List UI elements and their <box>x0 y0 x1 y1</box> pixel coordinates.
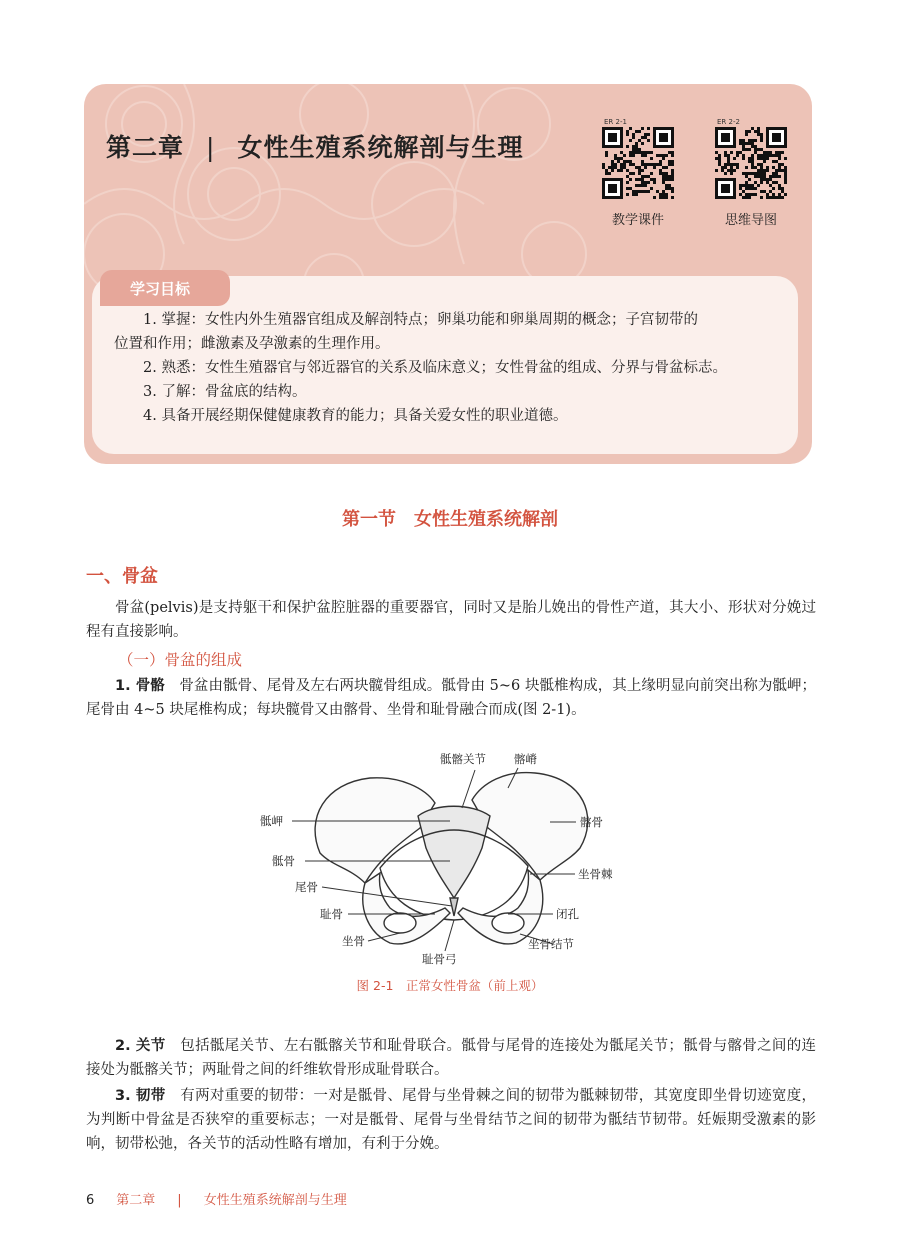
bone-paragraph <box>86 674 816 722</box>
objectives-tab <box>100 270 230 306</box>
label-ilium: 髂骨 <box>580 815 603 829</box>
chapter-label: 第二章 <box>106 133 185 162</box>
footer-title: 女性生殖系统解剖与生理 <box>203 1193 347 1208</box>
joint-paragraph <box>86 1034 816 1082</box>
ligament-text <box>86 1084 816 1156</box>
objectives-title: 学习目标 <box>130 280 191 298</box>
qr-code-icon[interactable] <box>602 127 674 199</box>
label-iliac-crest: 髂嵴 <box>514 752 537 766</box>
label-ischial-spine: 坐骨棘 <box>578 867 613 881</box>
label-coccyx: 尾骨 <box>295 880 318 894</box>
chapter-separator: | <box>206 133 216 162</box>
heading-pelvis: 一、骨盆 <box>86 566 158 587</box>
left-ilium-shape <box>315 778 435 883</box>
label-ischial-tuberosity: 坐骨结节 <box>528 937 574 951</box>
bone-lead: 1. 骨骼 <box>115 678 165 694</box>
chapter-name: 女性生殖系统解剖与生理 <box>237 133 524 162</box>
bone-body: 骨盆由骶骨、尾骨及左右两块髋骨组成。骶骨由 5~6 块骶椎构成，其上缘明显向前突出称为骶岬；尾骨由 4~5 块尾椎构成；每块髋骨又由髂骨、坐骨和耻骨融合而成(图 2-1)。 <box>86 678 816 718</box>
label-pubic-arch: 耻骨弓 <box>422 952 457 966</box>
joint-lead: 2. 关节 <box>115 1038 166 1054</box>
label-pubis: 耻骨 <box>320 907 343 921</box>
label-sacrum: 骶骨 <box>272 854 295 868</box>
left-ischium-pubis <box>363 873 450 944</box>
objective-item: 1. 掌握：女性内外生殖器官组成及解剖特点；卵巢功能和卵巢周期的概念；子宫韧带的 <box>143 312 698 328</box>
label-obturator: 闭孔 <box>556 907 579 921</box>
ligament-paragraph <box>86 1084 816 1156</box>
objective-item: 2. 熟悉：女性生殖器官与邻近器官的关系及临床意义；女性骨盆的组成、分界与骨盆标志。 <box>143 360 727 376</box>
objective-item-cont: 位置和作用；雌激素及孕激素的生理作用。 <box>114 336 390 352</box>
bone-text <box>86 674 816 722</box>
objective-item: 4. 具备开展经期保健健康教育的能力；具备关爱女性的职业道德。 <box>143 408 568 424</box>
footer-chapter: 第二章 <box>116 1193 156 1208</box>
section-title: 第一节 女性生殖系统解剖 <box>342 509 558 530</box>
objectives-list <box>114 308 794 428</box>
qr-code-id: ER 2-1 <box>604 118 627 126</box>
qr-caption: 教学课件 <box>611 213 664 228</box>
right-obturator <box>492 913 524 933</box>
right-ilium-shape <box>472 773 588 880</box>
joint-text <box>86 1034 816 1082</box>
qr-caption: 思维导图 <box>724 213 777 228</box>
qr-code-icon[interactable] <box>715 127 787 199</box>
sacrum-shape <box>418 806 490 898</box>
chapter-title <box>106 128 523 164</box>
ligament-body: 有两对重要的韧带：一对是骶骨、尾骨与坐骨棘之间的韧带为骶棘韧带，其宽度即坐骨切迹宽度，为判断中骨盆是否狭窄的重要标志；一对是骶骨、尾骨与坐骨结节之间的韧带为骶结节韧带。妊娠期受激素的影响，韧带松弛，各关节的活动性略有增加，有利于分娩。 <box>86 1088 816 1152</box>
figure-caption: 图 2-1 正常女性骨盆（前上观） <box>356 978 544 993</box>
intro-text: 骨盆(pelvis)是支持躯干和保护盆腔脏器的重要器官，同时又是胎儿娩出的骨性产道，其大小、形状对分娩过程有直接影响。 <box>86 600 816 640</box>
coccyx-shape <box>450 898 458 916</box>
left-obturator <box>384 913 416 933</box>
chapter-banner <box>84 84 812 464</box>
qr-courseware[interactable] <box>588 118 688 228</box>
qr-mindmap[interactable] <box>701 118 801 228</box>
qr-code-id: ER 2-2 <box>717 118 740 126</box>
label-ischium: 坐骨 <box>342 934 365 948</box>
pelvis-illustration <box>250 748 650 978</box>
footer-separator: | <box>177 1193 182 1208</box>
page-footer <box>86 1189 347 1208</box>
page-number: 6 <box>86 1193 95 1208</box>
subheading-composition: （一）骨盆的组成 <box>118 651 243 669</box>
label-sacroiliac: 骶髂关节 <box>440 752 486 766</box>
objective-item: 3. 了解：骨盆底的结构。 <box>143 384 307 400</box>
ligament-lead: 3. 韧带 <box>115 1088 166 1104</box>
label-promontory: 骶岬 <box>260 814 283 828</box>
intro-paragraph <box>86 596 816 644</box>
joint-body: 包括骶尾关节、左右骶髂关节和耻骨联合。骶骨与尾骨的连接处为骶尾关节；骶骨与髂骨之间的连接处为骶髂关节；两耻骨之间的纤维软骨形成耻骨联合。 <box>86 1038 816 1078</box>
